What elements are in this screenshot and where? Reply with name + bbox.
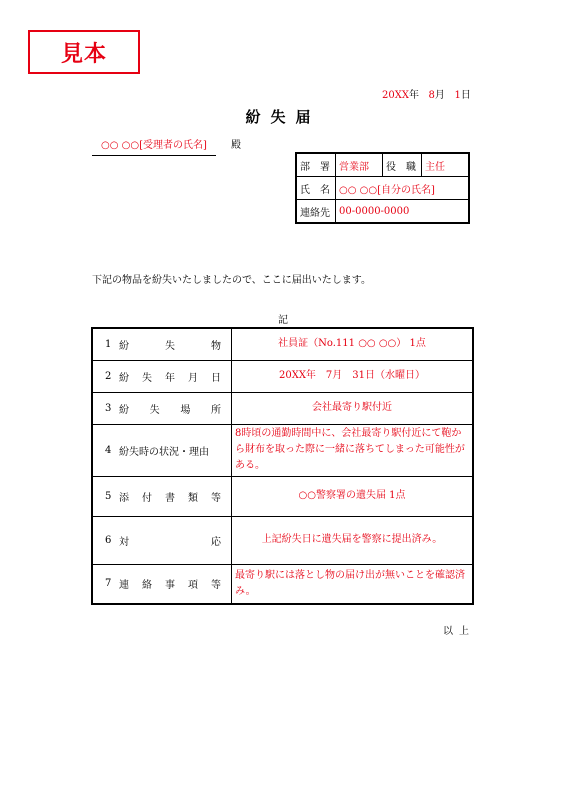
item-label-char: 紛 xyxy=(119,340,129,352)
item-value: 8時頃の通勤時間中に、会社最寄り駅付近にて鞄から財布を取った際に一緒に落ちてしまった可能性がある。 xyxy=(232,424,474,476)
item-label-char: 失 xyxy=(165,340,175,352)
item-label-char: 付 xyxy=(142,492,152,504)
item-label-char: 物 xyxy=(211,340,221,352)
item-number: 5 xyxy=(105,490,112,502)
recipient-honorific: 殿 xyxy=(231,140,241,151)
item-label-char: 事 xyxy=(165,580,175,592)
item-value: 最寄り駅には落とし物の届け出が無いことを確認済み。 xyxy=(232,564,474,604)
item-label-char: 紛失時の状況・理由 xyxy=(119,446,209,458)
item-label xyxy=(119,337,231,352)
item-label-cell xyxy=(92,392,232,424)
item-label-cell xyxy=(92,360,232,392)
body-text: 下記の物品を紛失いたしましたので、ここに届出いたします。 xyxy=(92,275,371,286)
item-label xyxy=(119,489,231,504)
item-label-char: 対 xyxy=(119,536,129,548)
document-date xyxy=(382,86,471,101)
item-number: 1 xyxy=(105,338,112,350)
document-title: 紛失届 xyxy=(245,108,321,126)
item-label-char: 失 xyxy=(142,372,152,384)
item-label-char: 年 xyxy=(165,372,175,384)
item-label-char: 失 xyxy=(149,404,160,416)
item-number: 6 xyxy=(105,534,112,546)
item-label-char: 添 xyxy=(119,492,129,504)
item-label xyxy=(119,533,231,548)
date-year-unit: 年 xyxy=(408,90,419,101)
date-month: 8 xyxy=(428,90,435,101)
item-label-char: 連 xyxy=(119,580,129,592)
item-label-char: 場 xyxy=(180,404,191,416)
item-label-char: 書 xyxy=(165,492,175,504)
item-label-char: 応 xyxy=(211,536,221,548)
table-row xyxy=(92,424,473,476)
item-label-char: 所 xyxy=(210,404,221,416)
item-label-char: 項 xyxy=(188,580,198,592)
item-label xyxy=(119,576,231,591)
date-month-unit: 月 xyxy=(434,90,445,101)
item-value: 上記紛失日に遺失届を警察に提出済み。 xyxy=(232,516,474,564)
contact-label: 連絡先 xyxy=(296,200,336,224)
name-value: ○○ ○○[自分の氏名] xyxy=(336,177,470,200)
item-label-char: 類 xyxy=(188,492,198,504)
table-row xyxy=(92,564,473,604)
item-label xyxy=(119,369,231,384)
item-label-cell xyxy=(92,516,232,564)
table-row xyxy=(92,360,473,392)
contact-value: 00-0000-0000 xyxy=(336,200,470,224)
dept-label: 部 署 xyxy=(296,153,336,177)
item-value: ○○警察署の遺失届 1点 xyxy=(232,476,474,516)
item-number: 7 xyxy=(105,578,112,590)
item-label-cell xyxy=(92,424,232,476)
item-label-cell xyxy=(92,328,232,360)
item-label-cell xyxy=(92,476,232,516)
item-number: 3 xyxy=(105,402,112,414)
item-label-char: 等 xyxy=(211,492,221,504)
sample-stamp: 見本 xyxy=(28,30,140,74)
name-label: 氏 名 xyxy=(296,177,336,200)
item-label-char: 紛 xyxy=(119,404,129,416)
position-value: 主任 xyxy=(422,153,470,177)
position-label: 役 職 xyxy=(383,153,422,177)
item-label-char: 紛 xyxy=(119,372,129,384)
date-day: 1 xyxy=(454,90,461,101)
items-table xyxy=(91,327,474,605)
item-value: 社員証（No.111 ○○ ○○） 1点 xyxy=(232,328,474,360)
dept-value: 営業部 xyxy=(336,153,383,177)
item-number: 4 xyxy=(105,444,112,456)
item-value: 会社最寄り駅付近 xyxy=(232,392,474,424)
item-label-char: 等 xyxy=(211,580,221,592)
recipient-name: ○○ ○○[受理者の氏名] xyxy=(92,136,216,156)
table-row xyxy=(92,392,473,424)
item-label-char: 日 xyxy=(211,372,221,384)
table-row xyxy=(92,476,473,516)
table-row xyxy=(92,328,473,360)
item-label xyxy=(119,401,231,416)
date-day-unit: 日 xyxy=(460,90,471,101)
item-label-char: 絡 xyxy=(142,580,152,592)
item-label xyxy=(119,443,231,458)
item-label-char: 月 xyxy=(188,372,198,384)
item-label-cell xyxy=(92,564,232,604)
closing-text: 以上 xyxy=(443,626,475,637)
applicant-info-table xyxy=(295,152,470,224)
table-row xyxy=(92,516,473,564)
item-number: 2 xyxy=(105,370,112,382)
ki-heading: 記 xyxy=(278,315,288,326)
item-value: 20XX年 7月 31日（水曜日） xyxy=(232,360,474,392)
date-year: 20XX xyxy=(382,90,409,101)
